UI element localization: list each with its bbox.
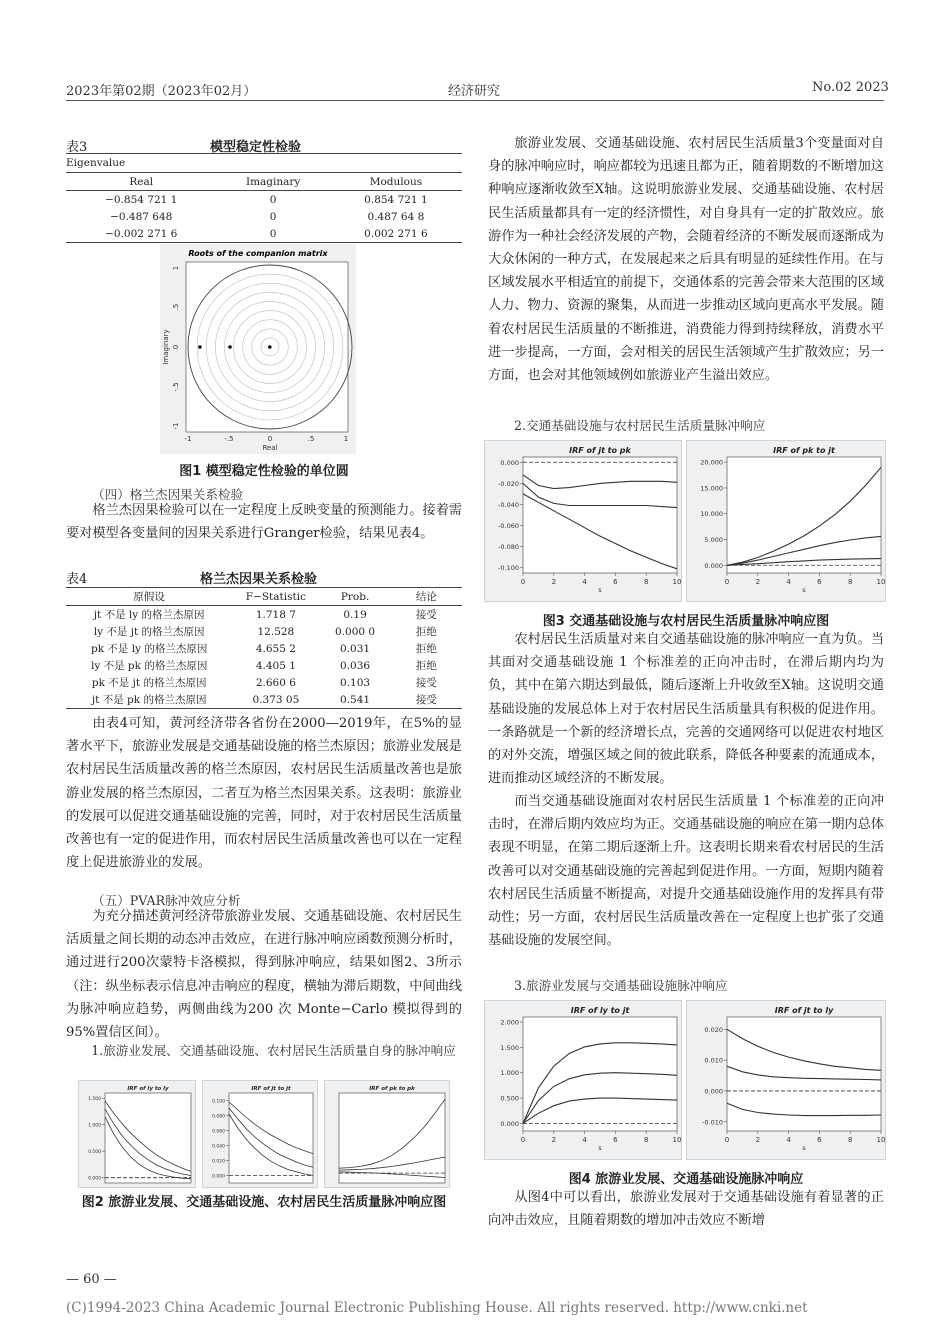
x-tick-label: 4 bbox=[582, 578, 587, 586]
y-tick-label: 0.000 bbox=[500, 458, 519, 467]
y-tick-label: 0.000 bbox=[704, 561, 723, 570]
table-cell: 0.103 bbox=[340, 676, 371, 689]
table-cell: 接受 bbox=[415, 609, 437, 621]
table4-col-header: 结论 bbox=[391, 588, 462, 606]
table-cell: 0.854 721 1 bbox=[364, 193, 428, 206]
chart-title: IRF of ly to ly bbox=[127, 1086, 169, 1092]
table-row bbox=[66, 606, 462, 624]
x-tick-label: 8 bbox=[847, 1136, 853, 1144]
table-cell: 拒绝 bbox=[415, 643, 437, 655]
plot-area bbox=[523, 457, 677, 573]
fig1-xtick: 1 bbox=[343, 435, 349, 443]
table3-grid bbox=[66, 173, 462, 243]
running-header-left: 2023年第02期（2023年02月） bbox=[66, 84, 257, 99]
fig4a-chart bbox=[484, 1000, 682, 1160]
fig2b-svg bbox=[203, 1081, 317, 1187]
table-cell: 0.002 271 6 bbox=[330, 225, 462, 243]
y-tick-label: -0.010 bbox=[702, 1118, 723, 1127]
chart-title: IRF of pk to pk bbox=[369, 1086, 415, 1092]
header-rule bbox=[66, 100, 884, 101]
table3-title: 模型稳定性检验 bbox=[210, 140, 302, 155]
table-cell: 0.541 bbox=[319, 691, 390, 709]
table-cell: 0.19 bbox=[343, 608, 367, 621]
section4-para1: 格兰杰因果检验可以在一定程度上反映变量的预测能力。接着需要对模型各变量间的因果关系进行Granger检验，结果见表4。 bbox=[66, 503, 462, 542]
table-cell: 接受 bbox=[415, 677, 437, 689]
right-para1: 旅游业发展、交通基础设施、农村居民生活质量3个变量面对自身的脉冲响应时，响应都较为迅速且都为正，随着期数的不断增加这种响应逐渐收敛至X轴。这说明旅游业发展、交通基础设施、农村居民生活质量都具有一定的经济惯性，对自身具有一定的扩散效应。旅游作为一种社会经济发展的产物，会随着经济的不断发展而逐渐成为大众休闲的一种方式，在发展起来之后具有明显的延续性作用。在与区域发展水平相适宜的前提下，交通体系的完善会带来大范围的区域人力、物力、资源的聚集，从而进一步推动区域向更高水平发展。随着农村居民生活质量的不断推进，消费能力得到持续释放，消费水平进一步提高，一方面，会对相关的居民生活领域产生扩散效应；另一方面，也会对其他领域例如旅游业产生溢出效应。 bbox=[488, 136, 884, 384]
x-tick-label: 6 bbox=[817, 1136, 822, 1144]
y-tick-label: 0.080 bbox=[212, 1114, 225, 1120]
y-tick-label: 0.000 bbox=[88, 1176, 101, 1182]
y-tick-label: -0.080 bbox=[498, 543, 519, 552]
table-cell: 接受 bbox=[391, 691, 462, 709]
y-tick-label: 20.000 bbox=[700, 458, 723, 467]
table-cell: 0.373 05 bbox=[232, 691, 319, 709]
fig3b-chart bbox=[686, 440, 886, 602]
fig2c-svg bbox=[325, 1081, 449, 1187]
x-tick-label: 4 bbox=[786, 578, 791, 586]
fig1-caption: 图1 模型稳定性检验的单位圆 bbox=[179, 464, 349, 479]
x-tick-label: 8 bbox=[643, 578, 649, 586]
chart-title: IRF of jt to ly bbox=[774, 1006, 834, 1015]
chart-title: IRF of jt to jt bbox=[251, 1086, 291, 1092]
chart-title: IRF of jt to pk bbox=[569, 446, 631, 455]
y-tick-label: 1.500 bbox=[88, 1097, 101, 1103]
y-tick-label: 10.000 bbox=[700, 510, 723, 519]
table4-grid bbox=[66, 588, 462, 709]
table3-col-header: Modulous bbox=[330, 173, 462, 191]
table-row bbox=[66, 691, 462, 709]
table-cell: 0 bbox=[216, 225, 329, 243]
fig1-plot-area bbox=[186, 262, 348, 432]
table-cell: pk 不是 ly 的格兰杰原因 bbox=[90, 643, 208, 655]
section5-heading: （五）PVAR脉冲效应分析 bbox=[92, 893, 241, 908]
table-cell: ly 不是 jt 的格兰杰原因 bbox=[93, 626, 205, 638]
table-cell: 1.718 7 bbox=[255, 608, 296, 621]
x-tick-label: 4 bbox=[582, 1136, 587, 1144]
table4-title: 格兰杰因果关系检验 bbox=[200, 572, 318, 587]
x-axis-label: s bbox=[802, 586, 806, 594]
fig3-caption: 图3 交通基础设施与农村居民生活质量脉冲响应图 bbox=[542, 614, 830, 629]
table-cell: −0.854 721 1 bbox=[105, 193, 178, 206]
running-header-right: No.02 2023 bbox=[812, 80, 889, 95]
fig1-svg bbox=[160, 244, 356, 454]
plot-area bbox=[727, 457, 881, 573]
subheading-1: 1.旅游业发展、交通基础设施、农村居民生活质量自身的脉冲响应 bbox=[91, 1043, 456, 1058]
fig3b-svg bbox=[687, 441, 885, 601]
table-row bbox=[66, 225, 462, 243]
table3-col-header: Imaginary bbox=[216, 173, 329, 191]
x-tick-label: 10 bbox=[876, 1136, 885, 1144]
y-tick-label: 1.500 bbox=[500, 1043, 519, 1052]
y-tick-label: 0.020 bbox=[212, 1159, 225, 1165]
x-axis-label: s bbox=[598, 1144, 602, 1152]
x-tick-label: 10 bbox=[672, 1136, 681, 1144]
fig1-chart bbox=[160, 244, 356, 454]
y-tick-label: 0.000 bbox=[704, 1087, 723, 1096]
y-tick-label: 1.000 bbox=[88, 1123, 101, 1129]
fig4b-svg bbox=[687, 1001, 885, 1159]
fig4b-chart bbox=[686, 1000, 886, 1160]
y-tick-label: 0.500 bbox=[500, 1094, 519, 1103]
x-tick-label: 8 bbox=[847, 578, 853, 586]
fig2-caption: 图2 旅游业发展、交通基础设施、农村居民生活质量脉冲响应图 bbox=[81, 1195, 447, 1210]
table-cell: jt 不是 pk 的格兰杰原因 bbox=[66, 691, 232, 709]
table-cell: 4.655 2 bbox=[255, 642, 296, 655]
table-row bbox=[66, 657, 462, 674]
fig1-xlabel: Real bbox=[262, 444, 278, 452]
table-cell: 0.031 bbox=[340, 642, 371, 655]
table-cell: −0.487 648 bbox=[110, 210, 173, 223]
table-cell: 4.405 1 bbox=[255, 659, 296, 672]
table4-col-header: F−Statistic bbox=[232, 588, 319, 606]
y-tick-label: -0.040 bbox=[498, 500, 519, 509]
section4-heading: （四）格兰杰因果关系检验 bbox=[92, 487, 244, 502]
y-tick-label: 0.000 bbox=[500, 1119, 519, 1128]
right-para2: 农村居民生活质量对来自交通基础设施的脉冲响应一直为负。当其面对交通基础设施 1 个标准差的正向冲击时，在滞后期内均为负，其中在第六期达到最低，随后逐渐上升收敛至X轴。这说明交通基础设施的发展总体上对于农村居民生活质量具有积极的促进作用。一条路就是一个新的经济增长点，完善的交通网络可以促进农村地区的对外交流，增强区域之间的彼此联系，降低各种要素的流通成本，进而推动区域经济的不断发展。 bbox=[488, 632, 884, 787]
fig2a-svg bbox=[79, 1081, 195, 1187]
table-cell: 拒绝 bbox=[415, 626, 437, 638]
right-para3: 而当交通基础设施面对农村居民生活质量 1 个标准差的正向冲击时，在滞后期内效应均为正。交通基础设施的响应在第一期内总体表现不明显，在第二期后逐渐上升。这表明长期来看农村居民的生活改善可以对交通基础设施的完善起到促进作用。一方面，短期内随着农村居民生活质量不断提高，对提升交通基础设施作用的发挥具有带动性；另一方面，农村居民生活质量改善在一定程度上也扩张了交通基础设施的发展空间。 bbox=[488, 794, 884, 949]
y-tick-label: 0.040 bbox=[212, 1144, 225, 1150]
x-tick-label: 6 bbox=[817, 578, 822, 586]
x-tick-label: 6 bbox=[613, 578, 618, 586]
table-row bbox=[66, 191, 462, 209]
plot-area bbox=[229, 1093, 313, 1183]
table-cell: 12.528 bbox=[257, 625, 295, 638]
table4-col-header: 原假设 bbox=[66, 588, 232, 606]
y-tick-label: 0.010 bbox=[704, 1056, 723, 1065]
right-para4: 从图4中可以看出，旅游业发展对于交通基础设施有着显著的正向冲击效应，且随着期数的增加冲击效应不断增 bbox=[488, 1190, 884, 1229]
x-tick-label: 4 bbox=[786, 1136, 791, 1144]
x-tick-label: 8 bbox=[643, 1136, 649, 1144]
x-tick-label: 2 bbox=[755, 1136, 761, 1144]
chart-title: IRF of ly to jt bbox=[570, 1006, 630, 1015]
section4-para2: 由表4可知，黄河经济带各省份在2000—2019年，在5%的显著水平下，旅游业发展是交通基础设施的格兰杰原因；旅游业发展是农村居民生活质量改善的格兰杰原因，农村居民生活质量改善也是旅游业发展的格兰杰原因，二者互为格兰杰因果关系。这表明：旅游业的发展可以促进交通基础设施的完善，同时，对于农村居民生活质量改善也有一定的促进作用，而农村居民生活质量改善也可以在一定程度上促进旅游业的发展。 bbox=[66, 716, 462, 871]
table-row bbox=[66, 623, 462, 640]
table4-header-row bbox=[66, 588, 462, 606]
table-cell: pk 不是 jt 的格兰杰原因 bbox=[91, 677, 207, 689]
fig1-xtick: 0 bbox=[267, 435, 273, 443]
y-tick-label: 5.000 bbox=[704, 535, 723, 544]
y-tick-label: 2.000 bbox=[500, 1018, 519, 1027]
fig1-xtick: -1 bbox=[184, 435, 192, 443]
fig1-title: Roots of the companion matrix bbox=[188, 249, 328, 258]
fig2a-chart bbox=[78, 1080, 196, 1188]
page-number: — 60 — bbox=[66, 1272, 117, 1287]
root-point bbox=[268, 345, 272, 349]
y-tick-label: 0.000 bbox=[212, 1174, 225, 1180]
y-tick-label: 0.100 bbox=[212, 1099, 225, 1105]
fig1-ytick: -.5 bbox=[172, 382, 180, 392]
x-tick-label: 0 bbox=[520, 578, 526, 586]
fig1-ylabel: Imaginary bbox=[162, 329, 170, 365]
y-tick-label: 0.020 bbox=[704, 1025, 723, 1034]
root-point bbox=[228, 345, 232, 349]
x-axis-label: s bbox=[802, 1144, 806, 1152]
table3-header-row bbox=[66, 173, 462, 191]
x-tick-label: 10 bbox=[672, 578, 681, 586]
y-tick-label: 15.000 bbox=[700, 484, 723, 493]
x-tick-label: 2 bbox=[755, 578, 761, 586]
table4-col-header: Prob. bbox=[319, 588, 390, 606]
fig3a-svg bbox=[485, 441, 681, 601]
fig1-xtick: -.5 bbox=[224, 435, 234, 443]
table3-label: 表3 bbox=[66, 140, 88, 155]
fig3a-chart bbox=[484, 440, 682, 602]
x-tick-label: 0 bbox=[520, 1136, 526, 1144]
fig4a-svg bbox=[485, 1001, 681, 1159]
fig1-ytick: 0 bbox=[172, 344, 180, 350]
table-row bbox=[66, 640, 462, 657]
subheading-3: 3.旅游业发展与交通基础设施脉冲响应 bbox=[514, 978, 728, 993]
table-cell: 0 bbox=[269, 210, 277, 223]
table-cell: jt 不是 ly 的格兰杰原因 bbox=[93, 609, 205, 621]
table3 bbox=[66, 153, 462, 243]
table-cell: 0.487 64 8 bbox=[367, 210, 425, 223]
table-cell: −0.002 271 6 bbox=[66, 225, 216, 243]
y-tick-label: -0.060 bbox=[498, 522, 519, 531]
x-tick-label: 2 bbox=[551, 1136, 557, 1144]
fig1-xtick: .5 bbox=[307, 435, 315, 443]
x-tick-label: 2 bbox=[551, 578, 557, 586]
x-tick-label: 0 bbox=[724, 578, 730, 586]
x-tick-label: 10 bbox=[876, 578, 885, 586]
fig4-caption: 图4 旅游业发展、交通基础设施脉冲响应 bbox=[568, 1172, 804, 1187]
table-cell: 2.660 6 bbox=[255, 676, 296, 689]
fig1-ytick: -1 bbox=[172, 422, 180, 430]
table4-label: 表4 bbox=[66, 572, 88, 587]
y-tick-label: -0.100 bbox=[498, 564, 519, 573]
table-cell: 0.000 0 bbox=[335, 625, 376, 638]
fig2b-chart bbox=[202, 1080, 318, 1188]
table-row bbox=[66, 208, 462, 225]
table3-eigen-label: Eigenvalue bbox=[66, 154, 462, 173]
copyright-footer: (C)1994-2023 China Academic Journal Electronic Publishing House. All rights reserved. http://www.cnki.net bbox=[66, 1300, 808, 1316]
fig2c-chart bbox=[324, 1080, 450, 1188]
table-cell: 0.036 bbox=[340, 659, 371, 672]
y-tick-label: 0.060 bbox=[212, 1129, 225, 1135]
x-axis-label: s bbox=[598, 586, 602, 594]
table-row bbox=[66, 674, 462, 691]
table-cell: 拒绝 bbox=[415, 660, 437, 672]
root-point bbox=[198, 345, 202, 349]
table-cell: ly 不是 pk 的格兰杰原因 bbox=[90, 660, 208, 672]
x-tick-label: 0 bbox=[724, 1136, 730, 1144]
y-tick-label: 0.500 bbox=[88, 1150, 101, 1156]
chart-title: IRF of pk to jt bbox=[773, 446, 835, 455]
running-header-center: 经济研究 bbox=[448, 84, 501, 99]
table-cell: 0 bbox=[269, 193, 277, 206]
subheading-2: 2.交通基础设施与农村居民生活质量脉冲响应 bbox=[514, 418, 766, 433]
table4 bbox=[66, 587, 462, 709]
fig1-ytick: .5 bbox=[172, 303, 180, 311]
y-tick-label: 1.000 bbox=[500, 1069, 519, 1078]
y-tick-label: -0.020 bbox=[498, 479, 519, 488]
fig1-ytick: 1 bbox=[172, 265, 180, 271]
x-tick-label: 6 bbox=[613, 1136, 618, 1144]
section5-para1: 为充分描述黄河经济带旅游业发展、交通基础设施、农村居民生活质量之间长期的动态冲击效应，在进行脉冲响应函数预测分析时，通过进行200次蒙特卡洛模拟，得到脉冲响应，结果如图2、3所示（注：纵坐标表示信息冲击响应的程度，横轴为滞后期数，中间曲线为脉冲响应趋势，两侧曲线为200 次 Monte−Carlo 模拟得到的 95%置信区间）。 bbox=[66, 909, 462, 1041]
table3-col-header: Real bbox=[66, 173, 216, 191]
plot-area bbox=[727, 1017, 881, 1131]
